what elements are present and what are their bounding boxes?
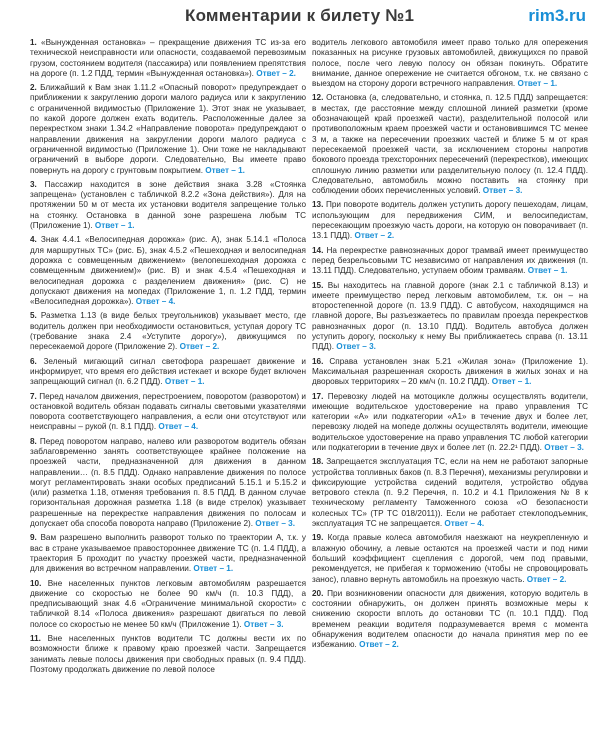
answer-label: Ответ – 2. bbox=[526, 574, 567, 584]
comment-text: Когда правые колеса автомобиля наезжают на неукрепленную и влажную обочину, а левые остаются на проезжей части и под ними больший коэффициент сцепления с дорогой, чем под правыми, рекомендуется, не прибегая к торможению (чтобы не спровоцировать занос), плавно вернуть автомобиль на проезжую часть. bbox=[312, 533, 588, 584]
header bbox=[0, 0, 600, 32]
comment-text: Ближайший к Вам знак 1.11.2 «Опасный поворот» предупреждает о приближении к закруглению дороги малого радиуса или к закруглению с ограниченной видимостью (Приложение 1). Этот знак не указывает, по какой дороге должен ехать водитель. Расположенные далее за перекрестком знаки 1.34.2 «Направление поворота» предупреждают о направлении движения на закруглении дороги малого радиуса с ограниченной видимостью (Приложение 1). Они тоже не накладывают ограничений в выборе дороги. Следовательно, Вы имеете право повернуть на дорогу с грунтовым покрытием. bbox=[30, 83, 306, 175]
comment-item bbox=[312, 38, 588, 89]
comment-text: Вне населенных пунктов легковым автомобилям разрешается движение со скоростью не более 90 км/ч (п. 10.3 ПДД), а предписывающий знак 4.6 «Ограничение минимальной скорости» с табличкой 8.14 «Полоса движения» разрешают двигаться по левой полосе со скоростью не менее 50 км/ч (Приложение 1). bbox=[30, 578, 306, 629]
question-number: 1. bbox=[30, 38, 37, 47]
comment-item bbox=[30, 235, 306, 307]
question-number: 13. bbox=[312, 200, 324, 210]
answer-label: Ответ – 2. bbox=[256, 68, 296, 78]
comment-item bbox=[30, 311, 306, 352]
site-logo-text[interactable]: rim3.ru bbox=[528, 6, 586, 25]
answer-label: Ответ – 1. bbox=[517, 79, 558, 89]
comment-text: Зеленый мигающий сигнал светофора разрешает движение и информирует, что время его действия истекает и вскоре будет включен запрещающий сигнал (п. 6.2 ПДД). bbox=[30, 356, 306, 387]
answer-label: Ответ – 1. bbox=[193, 564, 234, 574]
comment-item bbox=[30, 634, 306, 675]
comment-item bbox=[312, 246, 588, 277]
answer-label: Ответ – 1. bbox=[94, 221, 135, 231]
comment-item bbox=[312, 533, 588, 584]
comment-item bbox=[312, 281, 588, 353]
comment-text: Вне населенных пунктов водители ТС должны вести их по возможности ближе к правому краю проезжей части. Запрещается занимать левые полосы движения при свободных правых (п. 9.4 ПДД). Поэтому продолжать движение по левой полосе bbox=[30, 634, 306, 674]
answer-label: Ответ – 3. bbox=[544, 442, 584, 452]
comment-item bbox=[30, 357, 306, 388]
comment-item bbox=[312, 200, 588, 241]
comment-item bbox=[30, 180, 306, 231]
comment-text: При повороте водитель должен уступить дорогу пешеходам, лицам, использующим для передвижения СИМ, и велосипедистам, пересекающим проезжую часть дороги, на которую он поворачивает (п. 13.1 ПДД). bbox=[312, 200, 588, 241]
comment-item bbox=[312, 392, 588, 454]
comment-text: Остановка (а, следовательно, и стоянка, п. 12.5 ПДД) запрещается: в местах, где расстояние между сплошной линией разметки (кроме обозначающей край проезжей части), разделительной полосой или противоположным краем проезжей части и остановившимся ТС менее 3 м, а также на пересечении проезжих частей и ближе 5 м от края пересекаемой проезжей части, за исключением стороны напротив бокового проезда трехсторонних пересечений (перекрестков), имеющих сплошную линию разметки или разделительную полосу (п. 12.4 ПДД). Следовательно, автомобиль можно поставить на стоянку при соблюдении обоих перечисленных условий. bbox=[312, 93, 588, 196]
comment-text: Знак 4.4.1 «Велосипедная дорожка» (рис. А), знак 5.14.1 «Полоса для маршрутных ТС» (рис. Б), знак 4.5.2 «Пешеходная и велосипедная дорожка с совмещенным движением» (велопешеходная дорожка с совмещенным движением)» (рис. В) и знак 4.5.4 «Пешеходная и велосипедная дорожка с разделением движения» (рис. С) не допускают движения на мопедах (Приложение 1, п. 1.2 ПДД, термин «Велосипедная дорожка»). bbox=[30, 235, 306, 307]
answer-label: Ответ – 3. bbox=[336, 342, 376, 352]
comment-item bbox=[30, 392, 306, 433]
question-number: 10. bbox=[30, 578, 42, 588]
comment-text: Перед началом движения, перестроением, поворотом (разворотом) и остановкой водитель обязан подавать сигналы световыми указателями поворота соответствующего направления, а если они отсутствуют или неисправны – рукой (п. 8.1 ПДД). bbox=[30, 391, 306, 432]
answer-label: Ответ – 3. bbox=[255, 519, 295, 529]
comment-text: Пассажир находится в зоне действия знака 3.28 «Стоянка запрещена» (установлен с табличкой 8.2.2 «Зона действия»). Для на протяжении 50 м от места их установки водителя запрещение только на стоянку. Остановка в данной зоне разрешена любым ТС (Приложение 1). bbox=[30, 179, 306, 231]
question-number: 5. bbox=[30, 311, 37, 321]
comment-text: водитель легкового автомобиля имеет право только для опережения показанных на рисунке грузовых автомобилей, движущихся по правой полосе, после чего левую полосу он обязан покинуть. Обратите внимание, данное опережение не считается обгоном, т.к. не связано с выездом на сторону дороги встречного направления. bbox=[312, 38, 588, 89]
comment-text: Справа установлен знак 5.21 «Жилая зона» (Приложение 1). Максимальная разрешенная скорость движения в жилых зонах и на дворовых территориях – 20 км/ч (п. 10.2 ПДД). bbox=[312, 356, 588, 387]
answer-label: Ответ – 1. bbox=[205, 165, 245, 175]
right-column bbox=[312, 38, 588, 744]
left-column bbox=[30, 38, 306, 744]
question-number: 3. bbox=[30, 179, 37, 189]
answer-label: Ответ – 2. bbox=[354, 231, 395, 241]
comment-item bbox=[30, 83, 306, 176]
question-number: 12. bbox=[312, 93, 324, 103]
answer-label: Ответ – 2. bbox=[359, 640, 399, 650]
comment-item bbox=[30, 437, 306, 530]
answer-label: Ответ – 2. bbox=[179, 342, 220, 352]
comment-text: Перед поворотом направо, налево или разворотом водитель обязан заблаговременно занять соответствующее крайнее положение на проезжей части, предназначенной для движения в данном направлении… (п. 8.5 ПДД). Однако направление движения по полосе могут регламентировать знаки особых предписаний 5.15.1 и 5.15.2 и (или) разметка 1.18, отменяя требования п. 8.5 ПДД. В данном случае горизонтальная дорожная разметка 1.18 (в виде стрелок) указывает разрешенные на перекрестке направления движения по полосам и допускает оба способа поворота направо (Приложение 2). bbox=[30, 436, 306, 529]
question-number: 6. bbox=[30, 356, 37, 366]
comment-item bbox=[30, 579, 306, 630]
comment-item bbox=[312, 357, 588, 388]
comment-item bbox=[312, 589, 588, 651]
answer-label: Ответ – 3. bbox=[482, 186, 523, 196]
comment-text: Вам разрешено выполнить разворот только по траектории А, т.к. у вас в стране указываемое правостороннее движение ТС (п. 1.4 ПДД), а траектория Б проходит по участку проезжей части, предназначенной для движения во встречном направлении. bbox=[30, 533, 306, 574]
question-number: 2. bbox=[30, 83, 37, 93]
comment-text: Разметка 1.13 (в виде белых треугольников) указывает место, где водитель должен при необходимости остановиться, уступая дорогу ТС (требование знака 2.4 «Уступите дорогу»), движущимся по пересекаемой дороге (Приложение 2). bbox=[30, 311, 306, 352]
question-number: 11. bbox=[30, 634, 41, 644]
question-number: 9. bbox=[30, 533, 37, 543]
question-number: 20. bbox=[312, 588, 324, 598]
comment-item bbox=[312, 93, 588, 196]
question-number: 4. bbox=[30, 235, 37, 245]
comment-text: «Вынужденная остановка» – прекращение движения ТС из-за его технической неисправности или опасности, создаваемой перевозимым грузом, состоянием водителя (пассажира) или появлением препятствия на дороге (п. 1.2 ПДД, термин «Вынужденная остановка»). bbox=[30, 38, 306, 78]
answer-label: Ответ – 4. bbox=[444, 519, 485, 529]
comment-text: Запрещается эксплуатация ТС, если на нем не работают запорные устройства топливных баков (п. 8.3 Перечня), механизмы регулировки и фиксирующие устройства сидений водителя, устройство обдува ветрового стекла (п. 9.2 Перечня, п. 10.2 и 4.1 Приложения № 8 к техническому регламенту Таможенного союза «О безопасности колесных ТС» (ТР ТС 018/2011)). Если не работает стеклоподъемник, эксплуатация ТС не запрещается. bbox=[312, 457, 588, 529]
comment-item bbox=[312, 457, 588, 529]
answer-label: Ответ – 3. bbox=[243, 619, 284, 629]
answer-label: Ответ – 4. bbox=[135, 297, 176, 307]
question-number: 16. bbox=[312, 356, 324, 366]
page-title: Комментарии к билету №1 bbox=[185, 6, 415, 25]
comment-text: Перевозку людей на мотоцикле должны осуществлять водители, имеющие водительское удостоверение на право управления ТС категории «А» или подкатегории «А1» в течение двух и более лет, перевозку людей на мопеде должны осуществлять водители, имеющие водительское удостоверение на право управления ТС любой категории или подкатегории в течение двух и более лет (п. 22.2¹ ПДД). bbox=[312, 391, 588, 452]
question-number: 15. bbox=[312, 280, 324, 290]
question-number: 18. bbox=[312, 457, 324, 467]
question-number: 14. bbox=[312, 245, 324, 255]
answer-label: Ответ – 1. bbox=[491, 377, 532, 387]
comment-item bbox=[30, 38, 306, 79]
comment-item bbox=[30, 533, 306, 574]
question-number: 7. bbox=[30, 391, 37, 401]
comment-text: При возникновении опасности для движения, которую водитель в состоянии обнаружить, он должен принять возможные меры к снижению скорости вплоть до остановки ТС (п. 10.1 ПДД). Под временем реакции водителя подразумевается время с момента обнаружения водителем опасности до начала принятия мер по ее избежанию. bbox=[312, 588, 588, 650]
answer-label: Ответ – 1. bbox=[164, 377, 205, 387]
question-number: 19. bbox=[312, 533, 324, 543]
question-number: 8. bbox=[30, 436, 37, 446]
comment-text: На перекрестке равнозначных дорог трамвай имеет преимущество перед безрельсовыми ТС независимо от направления их движения (п. 13.11 ПДД). Следовательно, уступаем обоим трамваям. bbox=[312, 245, 588, 276]
question-number: 17. bbox=[312, 391, 324, 401]
comment-text: Вы находитесь на главной дороге (знак 2.1 с табличкой 8.13) и имеете преимущество перед легковым автомобилем, т.к. он – на второстепенной дороге (п. 13.9 ПДД). С автобусом, находящимся на главной дороге, Вы разъезжаетесь по правилам проезда перекрестков равнозначных дорог (п. 13.10 ПДД). Водитель автобуса должен уступить дорогу, поскольку к нему Вы приближаетесь справа (п. 13.11 ПДД). bbox=[312, 280, 588, 352]
answer-label: Ответ – 4. bbox=[158, 422, 199, 432]
answer-label: Ответ – 1. bbox=[527, 266, 568, 276]
